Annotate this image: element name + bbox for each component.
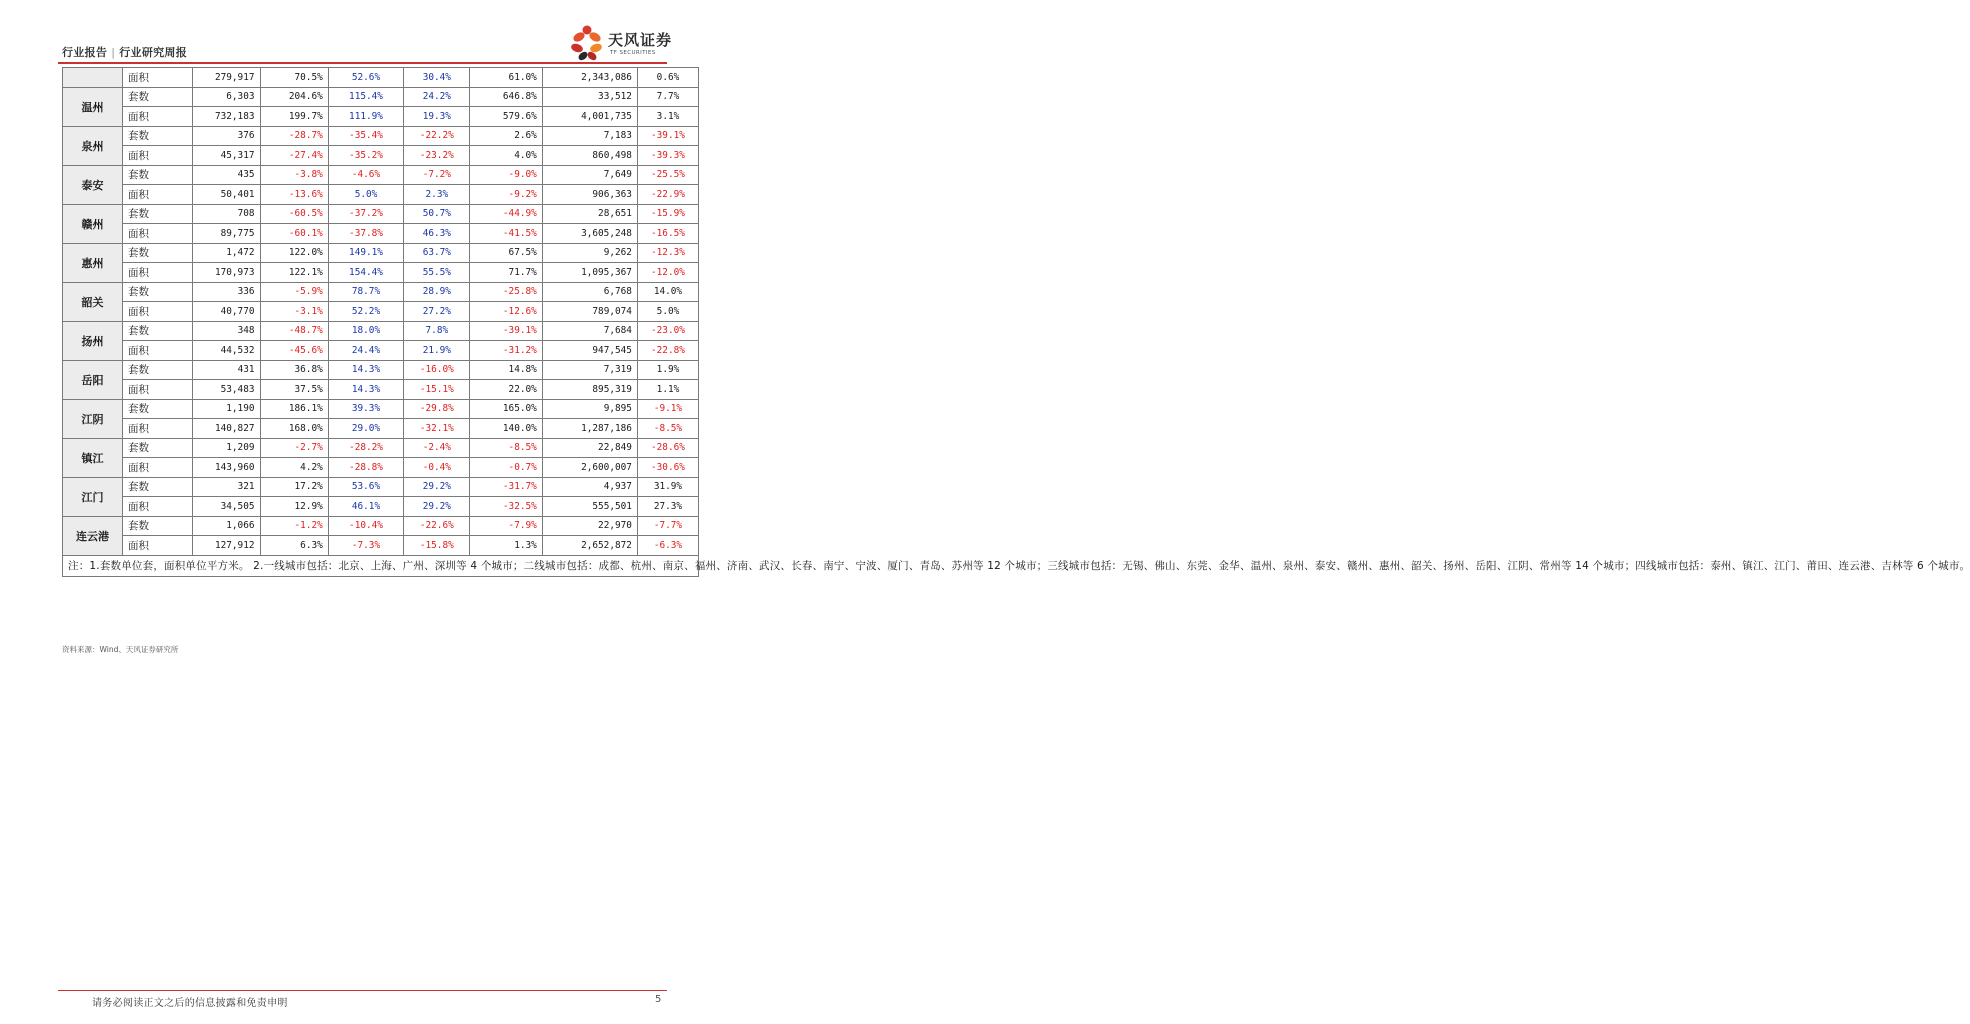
city-name: 赣州 <box>63 204 123 243</box>
city-name: 韶关 <box>63 282 123 321</box>
table-cell: 1,472 <box>193 243 260 263</box>
city-sales-table <box>62 67 1970 577</box>
metric-label: 面积 <box>122 497 192 517</box>
table-cell: 14.0% <box>637 282 698 302</box>
table-row <box>63 68 699 88</box>
brand-logo <box>570 24 680 62</box>
table-cell: 21.9% <box>404 341 470 361</box>
metric-label: 面积 <box>122 419 192 439</box>
table-cell: 27.2% <box>404 302 470 322</box>
table-cell: 376 <box>193 126 260 146</box>
metric-label: 面积 <box>122 224 192 244</box>
metric-label: 套数 <box>122 321 192 341</box>
metric-label: 套数 <box>122 360 192 380</box>
table-cell: -2.4% <box>404 438 470 458</box>
metric-label: 面积 <box>122 536 192 556</box>
table-cell: -12.0% <box>637 263 698 283</box>
metric-label: 套数 <box>122 204 192 224</box>
city-name: 泰安 <box>63 165 123 204</box>
table-cell: -10.4% <box>328 516 403 536</box>
table-row <box>63 107 699 127</box>
table-cell: 115.4% <box>328 87 403 107</box>
table-cell: -28.2% <box>328 438 403 458</box>
table-cell: 3.1% <box>637 107 698 127</box>
table-cell: 7.8% <box>404 321 470 341</box>
table-cell: 24.2% <box>404 87 470 107</box>
tf-logo-icon <box>570 24 604 62</box>
table-cell: -39.3% <box>637 146 698 166</box>
table-cell: 143,960 <box>193 458 260 478</box>
table-cell: 50.7% <box>404 204 470 224</box>
table-cell: 29.2% <box>404 477 470 497</box>
table-cell: 67.5% <box>470 243 542 263</box>
table-cell: 555,501 <box>542 497 637 517</box>
footer-disclaimer: 请务必阅读正文之后的信息披露和免责申明 <box>92 998 288 1009</box>
page-number: 5 <box>655 994 662 1005</box>
table-cell: -8.5% <box>637 419 698 439</box>
table-row <box>63 263 699 283</box>
metric-label: 面积 <box>122 68 192 88</box>
table-cell: -0.7% <box>470 458 542 478</box>
table-cell: 7,183 <box>542 126 637 146</box>
metric-label: 套数 <box>122 438 192 458</box>
table-cell: 3,605,248 <box>542 224 637 244</box>
header-separator: | <box>111 46 116 59</box>
table-cell: -32.5% <box>470 497 542 517</box>
table-cell: 71.7% <box>470 263 542 283</box>
table-row <box>63 165 699 185</box>
table-cell: -60.5% <box>260 204 328 224</box>
header-section: 行业报告 <box>62 46 108 59</box>
city-name: 连云港 <box>63 516 123 555</box>
table-cell: 24.4% <box>328 341 403 361</box>
table-cell: 435 <box>193 165 260 185</box>
table-cell: 1,190 <box>193 399 260 419</box>
table-cell: -45.6% <box>260 341 328 361</box>
metric-label: 套数 <box>122 282 192 302</box>
table-cell: 7,684 <box>542 321 637 341</box>
table-cell: -7.2% <box>404 165 470 185</box>
table-cell: 29.2% <box>404 497 470 517</box>
table-cell: 906,363 <box>542 185 637 205</box>
table-cell: 9,262 <box>542 243 637 263</box>
city-name: 镇江 <box>63 438 123 477</box>
table-cell: 1,287,186 <box>542 419 637 439</box>
table-cell: 28.9% <box>404 282 470 302</box>
table-cell: 7,319 <box>542 360 637 380</box>
table-cell: -16.5% <box>637 224 698 244</box>
table-cell: 46.3% <box>404 224 470 244</box>
table-cell: 4.0% <box>470 146 542 166</box>
header-subsection: 行业研究周报 <box>119 46 188 59</box>
table-cell: 6,303 <box>193 87 260 107</box>
table-cell: 14.8% <box>470 360 542 380</box>
table-cell: 140.0% <box>470 419 542 439</box>
table-cell: -13.6% <box>260 185 328 205</box>
metric-label: 套数 <box>122 399 192 419</box>
table-cell: 7,649 <box>542 165 637 185</box>
table-cell: -25.8% <box>470 282 542 302</box>
table-cell: 1.9% <box>637 360 698 380</box>
table-cell: -28.7% <box>260 126 328 146</box>
table-cell: 1.3% <box>470 536 542 556</box>
table-cell: -44.9% <box>470 204 542 224</box>
table-cell: 321 <box>193 477 260 497</box>
table-cell: 5.0% <box>328 185 403 205</box>
table-cell: 22,849 <box>542 438 637 458</box>
table-cell: 18.0% <box>328 321 403 341</box>
metric-label: 套数 <box>122 87 192 107</box>
table-cell: 1,095,367 <box>542 263 637 283</box>
footer-rule <box>58 990 667 991</box>
table-row <box>63 458 699 478</box>
table-cell: -22.8% <box>637 341 698 361</box>
table-cell: 52.6% <box>328 68 403 88</box>
table-cell: -2.7% <box>260 438 328 458</box>
table-cell: -12.3% <box>637 243 698 263</box>
table-cell: 204.6% <box>260 87 328 107</box>
table-cell: 55.5% <box>404 263 470 283</box>
table-cell: -15.1% <box>404 380 470 400</box>
table-row <box>63 497 699 517</box>
table-cell: 4.2% <box>260 458 328 478</box>
table-row <box>63 243 699 263</box>
table-cell: -7.9% <box>470 516 542 536</box>
table-cell: 61.0% <box>470 68 542 88</box>
table-cell: 579.6% <box>470 107 542 127</box>
table-cell: 165.0% <box>470 399 542 419</box>
table-cell: -15.9% <box>637 204 698 224</box>
header-rule <box>58 62 667 64</box>
note-row <box>63 555 699 576</box>
table-cell: 53.6% <box>328 477 403 497</box>
table-cell: -9.0% <box>470 165 542 185</box>
table-cell: 89,775 <box>193 224 260 244</box>
table-cell: 34,505 <box>193 497 260 517</box>
table-cell: -22.2% <box>404 126 470 146</box>
table-cell: 19.3% <box>404 107 470 127</box>
table-cell: -37.2% <box>328 204 403 224</box>
table-cell: 70.5% <box>260 68 328 88</box>
city-cell-empty <box>63 68 123 88</box>
metric-label: 套数 <box>122 165 192 185</box>
table-cell: -25.5% <box>637 165 698 185</box>
table-cell: 37.5% <box>260 380 328 400</box>
table-cell: 199.7% <box>260 107 328 127</box>
table-cell: 36.8% <box>260 360 328 380</box>
metric-label: 面积 <box>122 341 192 361</box>
table-row <box>63 302 699 322</box>
table-cell: -23.2% <box>404 146 470 166</box>
table-cell: 4,937 <box>542 477 637 497</box>
table-cell: 947,545 <box>542 341 637 361</box>
table-cell: 111.9% <box>328 107 403 127</box>
table-cell: -12.6% <box>470 302 542 322</box>
table-cell: -30.6% <box>637 458 698 478</box>
table-row <box>63 321 699 341</box>
table-cell: 1.1% <box>637 380 698 400</box>
table-row <box>63 536 699 556</box>
table-cell: 431 <box>193 360 260 380</box>
table-cell: -31.2% <box>470 341 542 361</box>
table-cell: 186.1% <box>260 399 328 419</box>
table-cell: 29.0% <box>328 419 403 439</box>
metric-label: 面积 <box>122 107 192 127</box>
table-cell: 53,483 <box>193 380 260 400</box>
table-cell: 9,895 <box>542 399 637 419</box>
table-cell: -39.1% <box>637 126 698 146</box>
table-row <box>63 516 699 536</box>
table-cell: 17.2% <box>260 477 328 497</box>
table-row <box>63 146 699 166</box>
table-cell: 44,532 <box>193 341 260 361</box>
table-cell: 732,183 <box>193 107 260 127</box>
table-cell: -37.8% <box>328 224 403 244</box>
table-row <box>63 399 699 419</box>
table-cell: 22,970 <box>542 516 637 536</box>
table-cell: 122.0% <box>260 243 328 263</box>
table-cell: -6.3% <box>637 536 698 556</box>
table-cell: 5.0% <box>637 302 698 322</box>
table-cell: 1,066 <box>193 516 260 536</box>
table-row <box>63 282 699 302</box>
table-cell: 2,343,086 <box>542 68 637 88</box>
table-cell: -9.1% <box>637 399 698 419</box>
table-cell: -23.0% <box>637 321 698 341</box>
table-cell: -9.2% <box>470 185 542 205</box>
table-cell: -5.9% <box>260 282 328 302</box>
table-cell: -8.5% <box>470 438 542 458</box>
table-cell: 52.2% <box>328 302 403 322</box>
table-row <box>63 126 699 146</box>
table-cell: -31.7% <box>470 477 542 497</box>
metric-label: 面积 <box>122 458 192 478</box>
table-cell: 646.8% <box>470 87 542 107</box>
table-cell: -15.8% <box>404 536 470 556</box>
table-row <box>63 204 699 224</box>
metric-label: 套数 <box>122 516 192 536</box>
table-cell: 27.3% <box>637 497 698 517</box>
metric-label: 套数 <box>122 477 192 497</box>
table-cell: -28.8% <box>328 458 403 478</box>
table-cell: 6,768 <box>542 282 637 302</box>
city-name: 温州 <box>63 87 123 126</box>
table-cell: 168.0% <box>260 419 328 439</box>
table-cell: 860,498 <box>542 146 637 166</box>
table-cell: -16.0% <box>404 360 470 380</box>
table-row <box>63 477 699 497</box>
brand-name-en: TF SECURITIES <box>610 50 656 56</box>
table-cell: -28.6% <box>637 438 698 458</box>
table-cell: 12.9% <box>260 497 328 517</box>
table-cell: 149.1% <box>328 243 403 263</box>
table-cell: 348 <box>193 321 260 341</box>
table-cell: 7.7% <box>637 87 698 107</box>
table-row <box>63 419 699 439</box>
table-cell: -27.4% <box>260 146 328 166</box>
city-name: 扬州 <box>63 321 123 360</box>
table-cell: 140,827 <box>193 419 260 439</box>
table-cell: 50,401 <box>193 185 260 205</box>
source-note: 资料来源：Wind、天风证券研究所 <box>62 645 179 654</box>
table-cell: 14.3% <box>328 360 403 380</box>
table-row <box>63 380 699 400</box>
table-row <box>63 341 699 361</box>
table-row <box>63 224 699 244</box>
table-cell: 127,912 <box>193 536 260 556</box>
city-name: 江阴 <box>63 399 123 438</box>
table-cell: -4.6% <box>328 165 403 185</box>
city-name: 江门 <box>63 477 123 516</box>
metric-label: 面积 <box>122 302 192 322</box>
table-cell: -41.5% <box>470 224 542 244</box>
metric-label: 套数 <box>122 126 192 146</box>
table-cell: 31.9% <box>637 477 698 497</box>
table-note: 注：1.套数单位套，面积单位平方米。 2.一线城市包括：北京、上海、广州、深圳等 4 个城市；二线城市包括：成都、杭州、南京、福州、济南、武汉、长春、南宁、宁波、厦门、青岛、苏州等 12 个城市；三线城市包括：无锡、佛山、东莞、金华、温州、泉州、泰安、赣州、惠州、韶关、扬州、岳阳、江阴、常州等 14 个城市；四线城市包括：泰州、镇江、江门、莆田、连云港、吉林等 6 个城市。 <box>63 555 699 576</box>
table-cell: 122.1% <box>260 263 328 283</box>
table-cell: 63.7% <box>404 243 470 263</box>
report-header <box>62 44 187 60</box>
brand-name-cn: 天风证券 <box>608 31 673 49</box>
city-name: 惠州 <box>63 243 123 282</box>
table-cell: -3.1% <box>260 302 328 322</box>
table-cell: 40,770 <box>193 302 260 322</box>
table-cell: -48.7% <box>260 321 328 341</box>
metric-label: 面积 <box>122 185 192 205</box>
table-cell: 14.3% <box>328 380 403 400</box>
table-cell: 39.3% <box>328 399 403 419</box>
table-cell: 170,973 <box>193 263 260 283</box>
city-name: 泉州 <box>63 126 123 165</box>
metric-label: 面积 <box>122 146 192 166</box>
table-cell: 28,651 <box>542 204 637 224</box>
table-cell: 2,600,007 <box>542 458 637 478</box>
metric-label: 面积 <box>122 263 192 283</box>
table-cell: 154.4% <box>328 263 403 283</box>
table-cell: -0.4% <box>404 458 470 478</box>
table-cell: -7.3% <box>328 536 403 556</box>
table-row <box>63 438 699 458</box>
table-cell: 2.6% <box>470 126 542 146</box>
table-cell: -60.1% <box>260 224 328 244</box>
table-cell: 6.3% <box>260 536 328 556</box>
table-cell: -32.1% <box>404 419 470 439</box>
table-cell: 789,074 <box>542 302 637 322</box>
table-body <box>63 68 1970 577</box>
table-cell: 336 <box>193 282 260 302</box>
table-cell: 2.3% <box>404 185 470 205</box>
metric-label: 面积 <box>122 380 192 400</box>
table-cell: 1,209 <box>193 438 260 458</box>
table-cell: 708 <box>193 204 260 224</box>
city-name: 岳阳 <box>63 360 123 399</box>
table-cell: 0.6% <box>637 68 698 88</box>
table-row <box>63 185 699 205</box>
table-cell: 4,001,735 <box>542 107 637 127</box>
table-cell: 78.7% <box>328 282 403 302</box>
table-cell: -39.1% <box>470 321 542 341</box>
table-cell: 279,917 <box>193 68 260 88</box>
table-cell: 895,319 <box>542 380 637 400</box>
table-cell: 22.0% <box>470 380 542 400</box>
table-cell: -29.8% <box>404 399 470 419</box>
table-cell: 30.4% <box>404 68 470 88</box>
table-cell: 46.1% <box>328 497 403 517</box>
table-cell: -22.9% <box>637 185 698 205</box>
table-cell: -1.2% <box>260 516 328 536</box>
table-cell: -7.7% <box>637 516 698 536</box>
table-cell: 2,652,872 <box>542 536 637 556</box>
table-cell: -35.4% <box>328 126 403 146</box>
table-cell: -35.2% <box>328 146 403 166</box>
table-cell: -22.6% <box>404 516 470 536</box>
metric-label: 套数 <box>122 243 192 263</box>
table-cell: 45,317 <box>193 146 260 166</box>
table-cell: 33,512 <box>542 87 637 107</box>
table-row <box>63 360 699 380</box>
table-cell: -3.8% <box>260 165 328 185</box>
table-row <box>63 87 699 107</box>
